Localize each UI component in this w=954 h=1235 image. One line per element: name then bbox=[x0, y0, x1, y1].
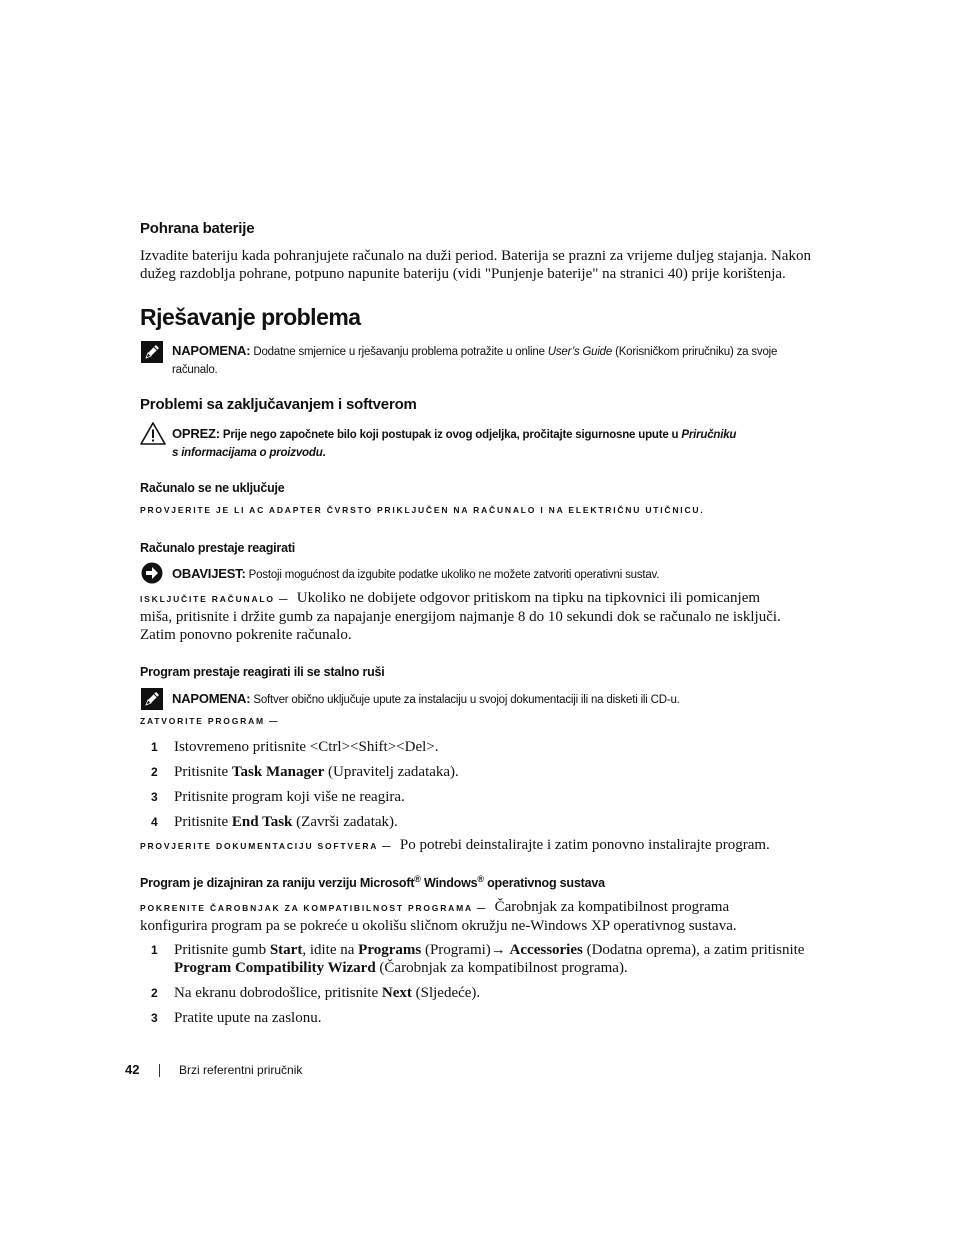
step-bold-term: Start bbox=[269, 942, 303, 958]
caution-text: Prije nego započnete bilo koji postupak iz ovog odjeljka, pročitajte sigurnosne upute u bbox=[222, 429, 679, 441]
note-software bbox=[172, 690, 822, 709]
step-number: 2 bbox=[151, 986, 158, 1000]
step-item bbox=[174, 941, 824, 977]
action-run-compatibility-wizard: POKRENITE ČAROBNJAK ZA KOMPATIBILNOST PROGRAMA — bbox=[140, 903, 488, 913]
notice-label: OBAVIJEST: bbox=[172, 566, 246, 581]
paragraph-line: konfigurira program pa se pokreće u okolišu sličnom okružju ne-Windows XP operativnog sustava. bbox=[140, 918, 737, 934]
step-bold-term: Next bbox=[381, 985, 412, 1001]
note-pencil-icon bbox=[141, 688, 163, 710]
step-number: 4 bbox=[151, 815, 158, 829]
step-number: 3 bbox=[151, 790, 158, 804]
step-text: Istovremeno pritisnite <Ctrl><Shift><Del>. bbox=[174, 739, 439, 755]
step-item bbox=[174, 763, 459, 781]
section-heading-battery-storage: Pohrana baterije bbox=[140, 220, 255, 237]
check-documentation-paragraph bbox=[140, 836, 830, 855]
step-text: (Čarobnjak za kompatibilnost programa). bbox=[375, 960, 628, 976]
note-text: (Korisničkom priručniku) za svoje bbox=[615, 346, 778, 358]
paragraph-line: Zatim ponovno pokrenite računalo. bbox=[140, 627, 352, 643]
step-item bbox=[174, 788, 405, 806]
action-turn-off: ISKLJUČITE RAČUNALO — bbox=[140, 594, 290, 604]
compatibility-wizard-paragraph bbox=[140, 898, 830, 935]
step-number: 2 bbox=[151, 765, 158, 779]
paragraph-line: dužeg razdoblja pohrane, potpuno napunite bateriju (vidi "Punjenje baterije" na stranici 40) prije korištenja. bbox=[140, 266, 786, 282]
registered-mark: ® bbox=[414, 874, 421, 884]
step-number: 1 bbox=[151, 740, 158, 754]
step-bold-term: Program Compatibility Wizard bbox=[174, 960, 376, 976]
caution-italic: Priručniku bbox=[681, 429, 737, 441]
notice-data-loss bbox=[172, 565, 822, 584]
paragraph-text: Ukoliko ne dobijete odgovor pritiskom na tipku na tipkovnici ili pomicanjem bbox=[296, 590, 761, 606]
paragraph-line: miša, pritisnite i držite gumb za napajanje energijom najmanje 8 do 10 sekundi dok se računalo ne isključi. bbox=[140, 609, 781, 625]
step-text: Pritisnite bbox=[174, 764, 232, 780]
caution-line bbox=[172, 425, 812, 444]
note-text: Softver obično uključuje upute za instalaciju u svojoj dokumentaciji ili na disketi ili CD-u. bbox=[253, 694, 680, 706]
step-text: Pritisnite gumb bbox=[174, 942, 270, 958]
subheading-not-responding: Računalo prestaje reagirati bbox=[140, 541, 296, 555]
action-close-program: ZATVORITE PROGRAM — bbox=[140, 716, 280, 726]
step-bold-term: Accessories bbox=[509, 942, 583, 958]
note-troubleshooting bbox=[172, 342, 822, 379]
note-line bbox=[172, 342, 822, 361]
not-responding-paragraph bbox=[140, 589, 830, 644]
action-check-ac-adapter: PROVJERITE JE LI AC ADAPTER ČVRSTO PRIKLJUČEN NA RAČUNALO I NA ELEKTRIČNU UTIČNICU. bbox=[140, 505, 705, 515]
paragraph-line: Izvadite bateriju kada pohranjujete računalo na duži period. Baterija se prazni za vrijeme duljeg stajanja. Nakon bbox=[140, 248, 811, 264]
subheading-no-start: Računalo se ne uključuje bbox=[140, 481, 285, 495]
subheading-older-windows bbox=[140, 874, 605, 890]
caution-label: OPREZ: bbox=[172, 426, 220, 441]
paragraph-line bbox=[140, 589, 830, 608]
step-text: Pritisnite program koji više ne reagira. bbox=[174, 789, 405, 805]
step-number: 3 bbox=[151, 1011, 158, 1025]
note-label: NAPOMENA: bbox=[172, 343, 251, 358]
section-heading-lockups: Problemi sa zaključavanjem i softverom bbox=[140, 396, 417, 413]
step-text: (Dodatna oprema), a zatim pritisnite bbox=[582, 942, 805, 958]
step-bold-term: Programs bbox=[358, 942, 422, 958]
step-text: (Završi zadatak). bbox=[292, 814, 398, 830]
notice-arrow-icon bbox=[141, 562, 163, 584]
footer-page-number: 42 bbox=[125, 1062, 140, 1077]
step-line bbox=[174, 959, 824, 977]
battery-storage-paragraph bbox=[140, 247, 830, 283]
note-pencil-icon bbox=[141, 341, 163, 363]
note-label: NAPOMENA: bbox=[172, 691, 251, 706]
step-item bbox=[174, 984, 480, 1002]
heading-text: Windows bbox=[420, 876, 478, 891]
caution-line bbox=[172, 444, 812, 462]
step-text: (Sljedeće). bbox=[411, 985, 481, 1001]
step-text: (Programi)→ bbox=[421, 942, 510, 958]
caution-warning-icon bbox=[140, 422, 166, 445]
step-text: Na ekranu dobrodošlice, pritisnite bbox=[174, 985, 382, 1001]
caution-text: . bbox=[322, 447, 326, 459]
step-line bbox=[174, 941, 824, 959]
footer-divider bbox=[159, 1064, 160, 1077]
note-text: računalo. bbox=[172, 364, 218, 376]
action-check-documentation: PROVJERITE DOKUMENTACIJU SOFTVERA — bbox=[140, 841, 393, 851]
step-item bbox=[174, 738, 438, 756]
step-item bbox=[174, 813, 398, 831]
note-text: Dodatne smjernice u rješavanju problema potražite u online bbox=[253, 346, 545, 358]
caution-italic: s informacijama o proizvodu bbox=[172, 447, 323, 459]
step-number: 1 bbox=[151, 943, 158, 957]
step-text: Pritisnite bbox=[174, 814, 232, 830]
subheading-program-crash: Program prestaje reagirati ili se stalno ruši bbox=[140, 665, 385, 679]
notice-text: Postoji mogućnost da izgubite podatke ukoliko ne možete zatvoriti operativni sustav. bbox=[248, 569, 660, 581]
note-italic-link: User’s Guide bbox=[547, 346, 613, 358]
footer-title: Brzi referentni priručnik bbox=[179, 1063, 303, 1077]
heading-text: operativnog sustava bbox=[483, 876, 605, 891]
paragraph-text: Čarobnjak za kompatibilnost programa bbox=[494, 899, 730, 915]
paragraph-text: Po potrebi deinstalirajte i zatim ponovno instalirajte program. bbox=[399, 837, 770, 853]
registered-mark: ® bbox=[477, 874, 484, 884]
heading-text: Program je dizajniran za raniju verziju Microsoft bbox=[140, 876, 415, 891]
paragraph-line bbox=[140, 898, 830, 917]
step-bold-term: Task Manager bbox=[231, 764, 325, 780]
step-bold-term: End Task bbox=[231, 814, 293, 830]
step-text: (Upravitelj zadataka). bbox=[324, 764, 459, 780]
page-title: Rješavanje problema bbox=[140, 304, 361, 330]
caution-lockups bbox=[172, 425, 812, 462]
step-text: , idite na bbox=[302, 942, 359, 958]
step-item: Pratite upute na zaslonu. bbox=[174, 1010, 322, 1026]
